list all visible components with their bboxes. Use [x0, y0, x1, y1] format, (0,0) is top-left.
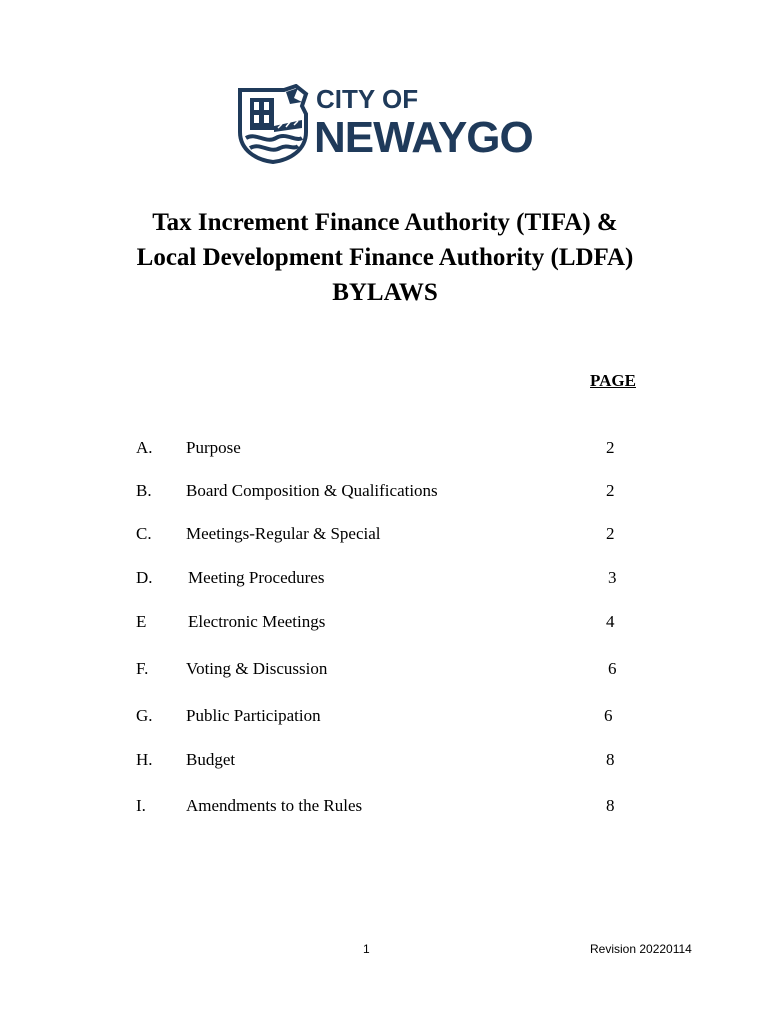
toc-page-number: 4: [606, 612, 615, 631]
toc-row: [0, 748, 770, 772]
toc-row: [0, 566, 770, 590]
toc-letter: A.: [136, 438, 153, 457]
toc-page-number: 2: [606, 438, 615, 457]
toc-letter: G.: [136, 706, 153, 725]
toc-page-number: 2: [606, 481, 615, 500]
toc-row: [0, 704, 770, 728]
toc-label: Meeting Procedures: [188, 568, 325, 587]
logo-text-newaygo: NEWAYGO: [314, 113, 533, 162]
toc-label: Purpose: [186, 438, 241, 457]
toc-label: Budget: [186, 750, 236, 769]
toc-letter: E: [136, 612, 147, 631]
toc-page-number: 3: [608, 568, 617, 587]
toc-row: [0, 657, 770, 681]
toc-letter: C.: [136, 524, 152, 543]
title-line-1: Tax Increment Finance Authority (TIFA) &: [152, 209, 618, 236]
toc-letter: B.: [136, 481, 152, 500]
toc-page-column-header: PAGE: [590, 371, 636, 390]
toc-letter: I.: [136, 796, 146, 815]
toc-row: [0, 479, 770, 503]
logo-text-city-of: CITY OF: [316, 84, 419, 114]
title-line-3: BYLAWS: [332, 279, 438, 306]
toc-row: [0, 794, 770, 818]
toc-letter: H.: [136, 750, 153, 769]
footer-revision: Revision 20220114: [590, 942, 692, 956]
title-line-2: Local Development Finance Authority (LDFA): [136, 244, 634, 271]
footer-page-number: 1: [363, 942, 370, 956]
toc-label: Board Composition & Qualifications: [186, 481, 438, 500]
toc-label: Voting & Discussion: [186, 659, 328, 678]
toc-label: Public Participation: [186, 706, 321, 725]
toc-page-number: 2: [606, 524, 615, 543]
toc-letter: F.: [136, 659, 149, 678]
toc-letter: D.: [136, 568, 153, 587]
toc-page-number: 6: [604, 706, 613, 725]
toc-label: Amendments to the Rules: [186, 796, 363, 815]
toc-label: Electronic Meetings: [188, 612, 326, 631]
toc-page-number: 6: [608, 659, 617, 678]
toc-label: Meetings-Regular & Special: [186, 524, 381, 543]
toc-row: [0, 610, 770, 634]
toc-page-number: 8: [606, 750, 615, 769]
toc-row: [0, 436, 770, 460]
toc-page-number: 8: [606, 796, 615, 815]
toc-row: [0, 522, 770, 546]
